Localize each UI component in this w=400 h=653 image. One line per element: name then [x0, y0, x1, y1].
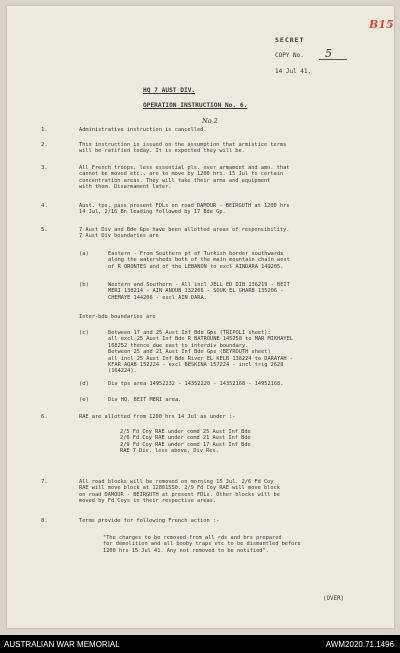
rae-allotment-item: RAE 7 Div, less above, Div Res.	[120, 448, 219, 455]
para-5c-label: (c)	[79, 330, 89, 336]
handwritten-annotation: No 2	[202, 117, 218, 125]
para-7-line: moved by Fd Coys in their respective areas.	[79, 498, 217, 505]
para-5b-line: Western and Southern - All incl JELL ED DIB 136219 - BEIT	[108, 282, 290, 288]
para-5c-line: all excl 25 Aust Inf Bde R BATROUNE 145258 to MAR MIKHAYEL	[108, 336, 293, 343]
para-8-number: 8.	[41, 518, 48, 524]
para-7-line: All road blocks will be removed on morning 15 Jul. 2/6 Fd Coy	[79, 479, 274, 485]
over-indicator: (OVER)	[323, 596, 344, 602]
quote-line: for demolition and all booby traps etc to be dismantled before	[103, 541, 301, 548]
para-5-line: 7 Aust Div boundaries are	[79, 233, 159, 240]
para-7-line: RAE will move block at 12801550. 2/9 Fd Coy RAE will move block	[79, 485, 280, 492]
para-3-line: with them. Disarmament later.	[79, 184, 172, 191]
security-classification: SECRET	[275, 36, 305, 44]
quote-line: 1200 hrs 15 Jul 41. Any not removed to be notified".	[103, 547, 269, 554]
para-5d-line: Div tps area 14952232 - 14352220 - 14352168 - 14952168.	[108, 381, 284, 387]
archive-reference: AWM2020.71.1496	[325, 640, 394, 649]
copy-number-label: COPY No.	[275, 52, 304, 59]
archive-footer	[0, 635, 400, 653]
para-5-text	[79, 227, 289, 240]
handwritten-reference: B15	[369, 18, 394, 31]
para-5b-line: MERI 138214 - AIN ANOUB 132206 - SOUK EL GHARB 135206 -	[108, 288, 284, 295]
para-2-line: This instruction is issued on the assumption that armistice terms	[79, 142, 287, 148]
para-5c-line: (164224).	[108, 368, 137, 375]
para-7-text	[79, 479, 280, 505]
para-7-line: on road DAMOUR - BEIRGUTH at present FDLs. Other blocks will be	[79, 491, 280, 498]
inter-bde-boundaries	[79, 314, 156, 320]
para-5c-line: 168252 thence due east to interdiv boundary.	[108, 342, 249, 349]
french-action-quote	[103, 535, 301, 554]
para-3-text	[79, 165, 289, 191]
rae-allotment-item: 2/6 Fd Coy RAE under comd 21 Aust Inf Bde	[120, 435, 251, 442]
para-1-line: Administrative instruction is cancelled.	[79, 127, 207, 133]
quote-line: "The charges to be removed from all rds and brs prepared	[103, 535, 282, 541]
para-5-number: 5.	[41, 227, 48, 233]
para-5e-label: (e)	[79, 397, 89, 403]
para-6-text	[79, 414, 235, 420]
copy-number-underline	[319, 59, 347, 60]
para-5d-label: (d)	[79, 381, 89, 387]
para-5b-line: CHEMAYE 144206 - excl AIN DARA.	[108, 294, 207, 301]
para-5c-line: KFAR AQAB 152224 - excl BESKINA 157224 - incl trig 2628	[108, 362, 284, 369]
para-4-line: Aust. tps. pass present FDLs on road DAMOUR - BEIRGUTH at 1200 hrs	[79, 203, 290, 209]
para-4-text	[79, 203, 289, 216]
para-8-text	[79, 518, 219, 524]
para-5a-text	[108, 251, 290, 270]
para-2-line: will be ratified today. It is expected they will be.	[79, 148, 245, 155]
para-5c-line: Between 25 and 21 Aust Inf Bde Gps (BEYROUTH sheet)	[108, 349, 271, 356]
para-5b-label: (b)	[79, 282, 89, 288]
para-6-number: 6.	[41, 414, 48, 420]
para-6-line: RAE are allotted from 1200 hrs 14 Jul as under :-	[79, 414, 236, 420]
para-5c-text	[108, 330, 293, 375]
para-7-number: 7.	[41, 479, 48, 485]
para-5c-line: all incl 25 Aust Inf Bde River EL KELB 138224 to DARAYAH -	[108, 355, 293, 362]
para-1-text	[79, 127, 207, 133]
para-3-number: 3.	[41, 165, 48, 171]
rae-allotment-item: 2/5 Fd Coy RAE under comd 25 Aust Inf Bde	[120, 429, 251, 435]
rae-allotment-item: 2/9 Fd Coy RAE under comd 17 Aust Inf Bde	[120, 441, 251, 448]
para-5a-line: Eastern - From Southern pt of Turkish border southwards	[108, 251, 284, 257]
para-5e-text	[108, 397, 181, 403]
document-page	[7, 6, 394, 628]
para-3-line: cannot be moved etc., are to move by 1200 hrs. 15 Jul to certain	[79, 171, 284, 178]
para-5-line: 7 Aust Div and Bde Gps have been allotted areas of responsibility.	[79, 227, 290, 233]
para-5a-label: (a)	[79, 251, 89, 257]
para-5e-line: Div HQ. BEIT MERI area.	[108, 397, 182, 403]
archive-name: AUSTRALIAN WAR MEMORIAL	[4, 640, 120, 649]
para-5b-text	[108, 282, 290, 301]
para-4-line: 14 Jul, 2/16 Bn leading followed by 17 Bde Gp.	[79, 209, 226, 216]
inter-bde-line: Inter-bde boundaries are	[79, 314, 156, 320]
para-2-number: 2.	[41, 142, 48, 148]
para-1-number: 1.	[41, 127, 48, 133]
para-3-line: All French troops, less essential pls. over armament and amn. that	[79, 165, 290, 171]
unit-heading: HQ 7 AUST DIV.	[143, 87, 196, 94]
instruction-heading: OPERATION INSTRUCTION No. 6.	[143, 102, 248, 109]
para-8-line: Terms provide for following French action :-	[79, 518, 220, 524]
para-5d-text	[108, 381, 283, 387]
para-4-number: 4.	[41, 203, 48, 209]
copy-number: 5	[325, 47, 332, 60]
rae-allotment-list	[120, 429, 251, 455]
para-5c-line: Between 17 and 25 Aust Inf Bde Gps (TRIPOLI sheet):	[108, 330, 271, 336]
para-5a-line: along the watersheds both of the main mountain chain west	[108, 257, 290, 264]
para-2-text	[79, 142, 286, 155]
document-date: 14 Jul 41.	[275, 68, 312, 75]
para-3-line: concentration areas. They will take their arms and equipment	[79, 177, 271, 184]
para-5a-line: of R ORONTES and of the LEBANON to excl AINDARA 149205.	[108, 263, 284, 270]
